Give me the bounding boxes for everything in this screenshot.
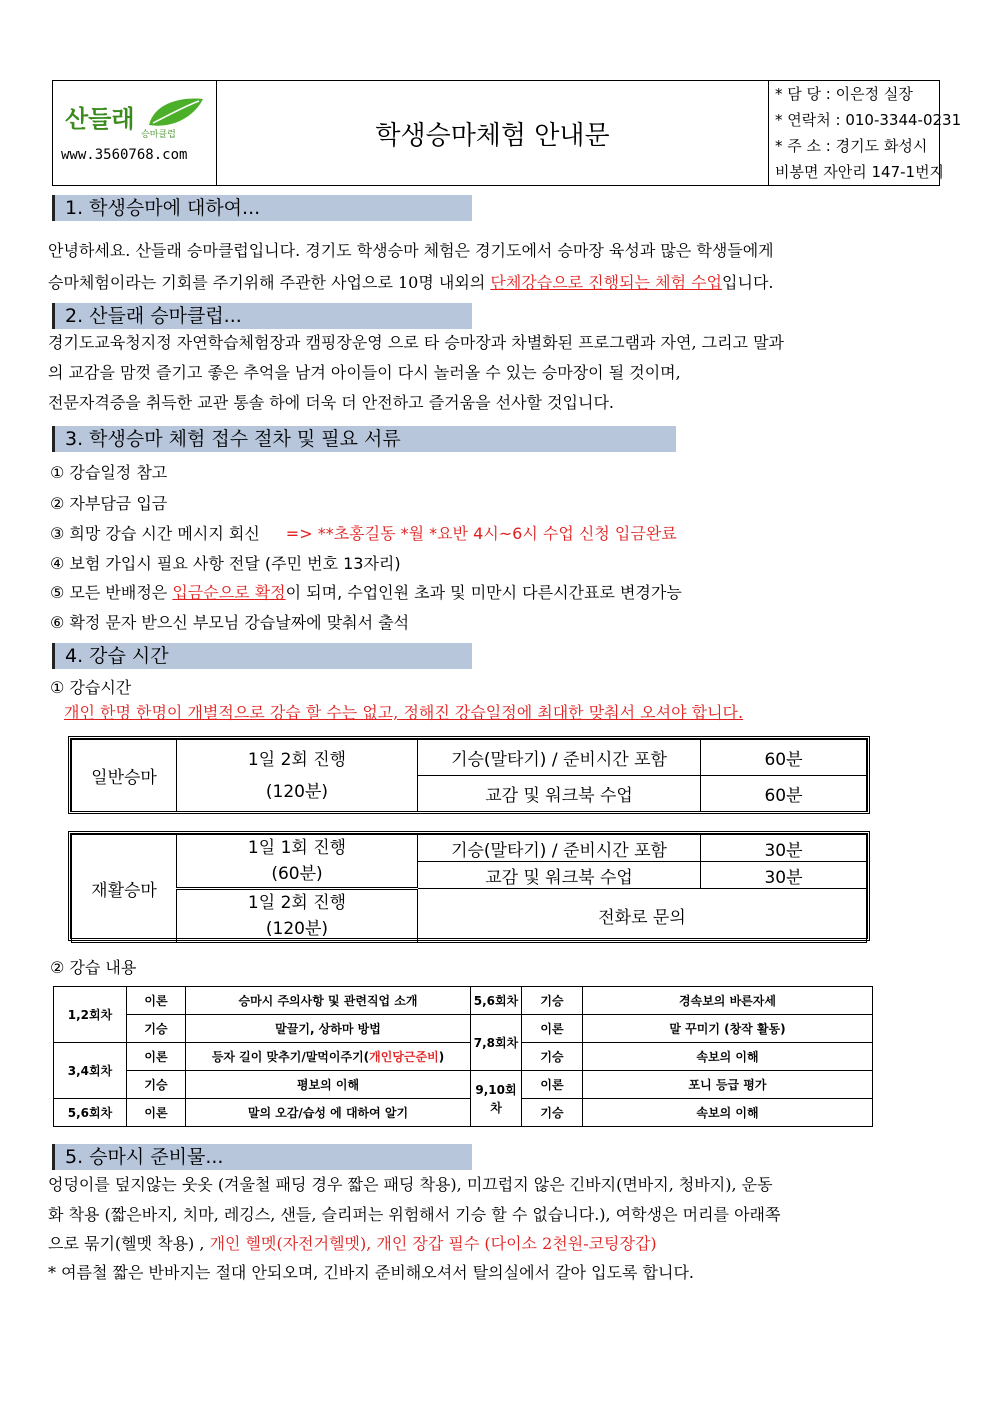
curriculum-highlight: 개인당근준비 [369, 1050, 439, 1064]
lesson-notice: 개인 한명 한명이 개별적으로 강습 할 수는 없고, 정해진 강습일정에 최대한 맞춰서 오셔야 합니다. [64, 703, 744, 722]
header-box [52, 80, 962, 186]
curriculum-session: 3,4회차 [54, 1043, 127, 1099]
curriculum-content: 평보의 이해 [186, 1071, 471, 1099]
website-url[interactable]: www.3560768.com [61, 147, 188, 163]
curriculum-text: 등자 길이 맞추기/말먹이주기( [211, 1050, 370, 1064]
section-1-text: 승마체험이라는 기회를 주기위해 주관한 사업으로 10명 내외의 [48, 273, 491, 292]
curriculum-type: 기승 [522, 1043, 583, 1071]
curriculum-type: 기승 [127, 1015, 186, 1043]
curriculum-type: 이론 [522, 1071, 583, 1099]
general-session [177, 740, 418, 812]
section-2-line-2: 의 교감을 맘껏 즐기고 좋은 추억을 남겨 아이들이 다시 놀러올 수 있는 승마장이 될 것이며, [48, 363, 681, 382]
step-3 [50, 521, 677, 544]
page-title: 학생승마체험 안내문 [217, 81, 769, 185]
curriculum-type: 이론 [127, 1099, 186, 1127]
step-3-example: => **초홍길동 *월 *요반 4시~6시 수업 신청 입금완료 [285, 524, 677, 543]
curriculum-content: 경속보의 바른자세 [583, 987, 873, 1015]
general-riding-label: 일반승마 [72, 740, 177, 812]
section-2-line-3: 전문자격증을 취득한 교관 통솔 하에 더욱 더 안전하고 즐거움을 선사할 것입니다. [48, 393, 614, 412]
logo-cell [53, 81, 217, 185]
general-session-count: 1일 2회 진행 [247, 749, 347, 770]
curriculum-content: 승마시 주의사항 및 관련직업 소개 [186, 987, 471, 1015]
curriculum-session: 1,2회차 [54, 987, 127, 1043]
step-2: ② 자부담금 입금 [50, 494, 168, 513]
section-1-line-2 [48, 268, 774, 298]
general-riding-table [68, 736, 870, 814]
curriculum-session: 5,6회차 [471, 987, 522, 1015]
section-1-text-end: 입니다. [722, 273, 774, 292]
rehab-session-2 [177, 889, 418, 943]
general-session-minutes: (120분) [265, 781, 329, 802]
step-5-highlight: 입금순으로 확정 [172, 583, 286, 602]
curriculum-type: 이론 [522, 1015, 583, 1043]
section-5-highlight: 개인 헬멧(자전거헬멧), 개인 장갑 필수 (다이소 2천원-코팅장갑) [209, 1234, 657, 1253]
step-1: ① 강습일정 참고 [50, 463, 168, 482]
section-5-title: 5. 승마시 준비물... [52, 1144, 472, 1170]
rehab-session-1-minutes: (60분) [271, 864, 323, 884]
section-5-line-1: 엉덩이를 덮지않는 웃옷 (겨울철 패딩 경우 짧은 패딩 착용), 미끄럽지 않은 긴바지(면바지, 청바지), 운동 [48, 1175, 773, 1194]
contact-manager: * 담 당 : 이은정 실장 [775, 85, 913, 103]
curriculum-content: 말끌기, 상하마 방법 [186, 1015, 471, 1043]
curriculum-type: 이론 [127, 987, 186, 1015]
general-row-2-time: 60분 [701, 776, 867, 812]
general-row-2-desc: 교감 및 워크북 수업 [418, 776, 701, 812]
rehab-row-1-time: 30분 [701, 835, 867, 862]
curriculum-table [53, 986, 873, 1127]
rehab-session-2-minutes: (120분) [265, 919, 329, 939]
curriculum-type: 이론 [127, 1043, 186, 1071]
section-3-title: 3. 학생승마 체험 접수 절차 및 필요 서류 [52, 426, 676, 452]
section-1-title: 1. 학생승마에 대하여... [52, 195, 472, 221]
curriculum-content: 속보의 이해 [583, 1043, 873, 1071]
section-5-line-3 [48, 1229, 657, 1259]
logo-sub: 승마클럽 [141, 130, 176, 140]
logo-text: 산들래 [65, 105, 135, 133]
step-5 [50, 580, 682, 603]
curriculum-content: 말 꾸미기 (창작 활동) [583, 1015, 873, 1043]
section-5-line-4: * 여름철 짧은 반바지는 절대 안되오며, 긴바지 준비해오셔서 탈의실에서 갈아 입도록 합니다. [48, 1263, 694, 1282]
general-row-1-desc: 기승(말타기) / 준비시간 포함 [418, 740, 701, 776]
rehab-session-1-count: 1일 1회 진행 [247, 838, 347, 858]
lesson-content-subtitle: ② 강습 내용 [50, 958, 137, 977]
rehab-riding-table [68, 831, 870, 941]
curriculum-content: 속보의 이해 [583, 1099, 873, 1127]
section-2-title: 2. 산들래 승마클럽... [52, 303, 472, 329]
curriculum-type: 기승 [127, 1071, 186, 1099]
curriculum-content: 말의 오감/습성 에 대하여 알기 [186, 1099, 471, 1127]
rehab-contact-note: 전화로 문의 [418, 889, 867, 943]
curriculum-content: 포니 등급 평가 [583, 1071, 873, 1099]
step-4: ④ 보험 가입시 필요 사항 전달 (주민 번호 13자리) [50, 554, 401, 573]
rehab-riding-label: 재활승마 [72, 835, 177, 943]
lesson-time-subtitle: ① 강습시간 [50, 678, 132, 697]
rehab-session-1 [177, 835, 418, 889]
section-2-line-1: 경기도교육청지정 자연학습체험장과 캠핑장운영 으로 타 승마장과 차별화된 프로그램과 자연, 그리고 말과 [48, 333, 785, 352]
contact-address-2: 비봉면 자안리 147-1번지 [775, 163, 945, 181]
step-5-text-end: 이 되며, 수업인원 초과 및 미만시 다른시간표로 변경가능 [285, 583, 682, 602]
section-5-text: 으로 묶기(헬멧 착용) , [48, 1234, 210, 1253]
section-1-highlight: 단체강습으로 진행되는 체험 수업 [490, 273, 723, 292]
curriculum-text-end: ) [438, 1050, 445, 1064]
step-5-text: ⑤ 모든 반배정은 [50, 583, 173, 602]
curriculum-content [186, 1043, 471, 1071]
curriculum-type: 기승 [522, 987, 583, 1015]
contact-info [769, 81, 962, 185]
leaf-icon [145, 95, 205, 131]
rehab-row-1-desc: 기승(말타기) / 준비시간 포함 [418, 835, 701, 862]
section-4-title: 4. 강습 시간 [52, 643, 472, 669]
rehab-row-2-desc: 교감 및 워크북 수업 [418, 862, 701, 889]
curriculum-session: 7,8회차 [471, 1015, 522, 1071]
curriculum-session: 5,6회차 [54, 1099, 127, 1127]
curriculum-type: 기승 [522, 1099, 583, 1127]
section-1-line-1: 안녕하세요. 산들래 승마클럽입니다. 경기도 학생승마 체험은 경기도에서 승마장 육성과 많은 학생들에게 [48, 241, 774, 260]
general-row-1-time: 60분 [701, 740, 867, 776]
rehab-row-2-time: 30분 [701, 862, 867, 889]
step-6: ⑥ 확정 문자 받으신 부모님 강습날짜에 맞춰서 출석 [50, 613, 410, 632]
step-3-text: ③ 희망 강습 시간 메시지 회신 [50, 524, 260, 543]
contact-address-1: * 주 소 : 경기도 화성시 [775, 137, 928, 155]
contact-phone: * 연락처 : 010-3344-0231 [775, 111, 962, 129]
curriculum-session: 9,10회차 [471, 1071, 522, 1127]
section-5-line-2: 화 착용 (짧은바지, 치마, 레깅스, 샌들, 슬리퍼는 위험해서 기승 할 수 없습니다.), 여학생은 머리를 아래쪽 [48, 1205, 781, 1224]
rehab-session-2-count: 1일 2회 진행 [247, 893, 347, 913]
